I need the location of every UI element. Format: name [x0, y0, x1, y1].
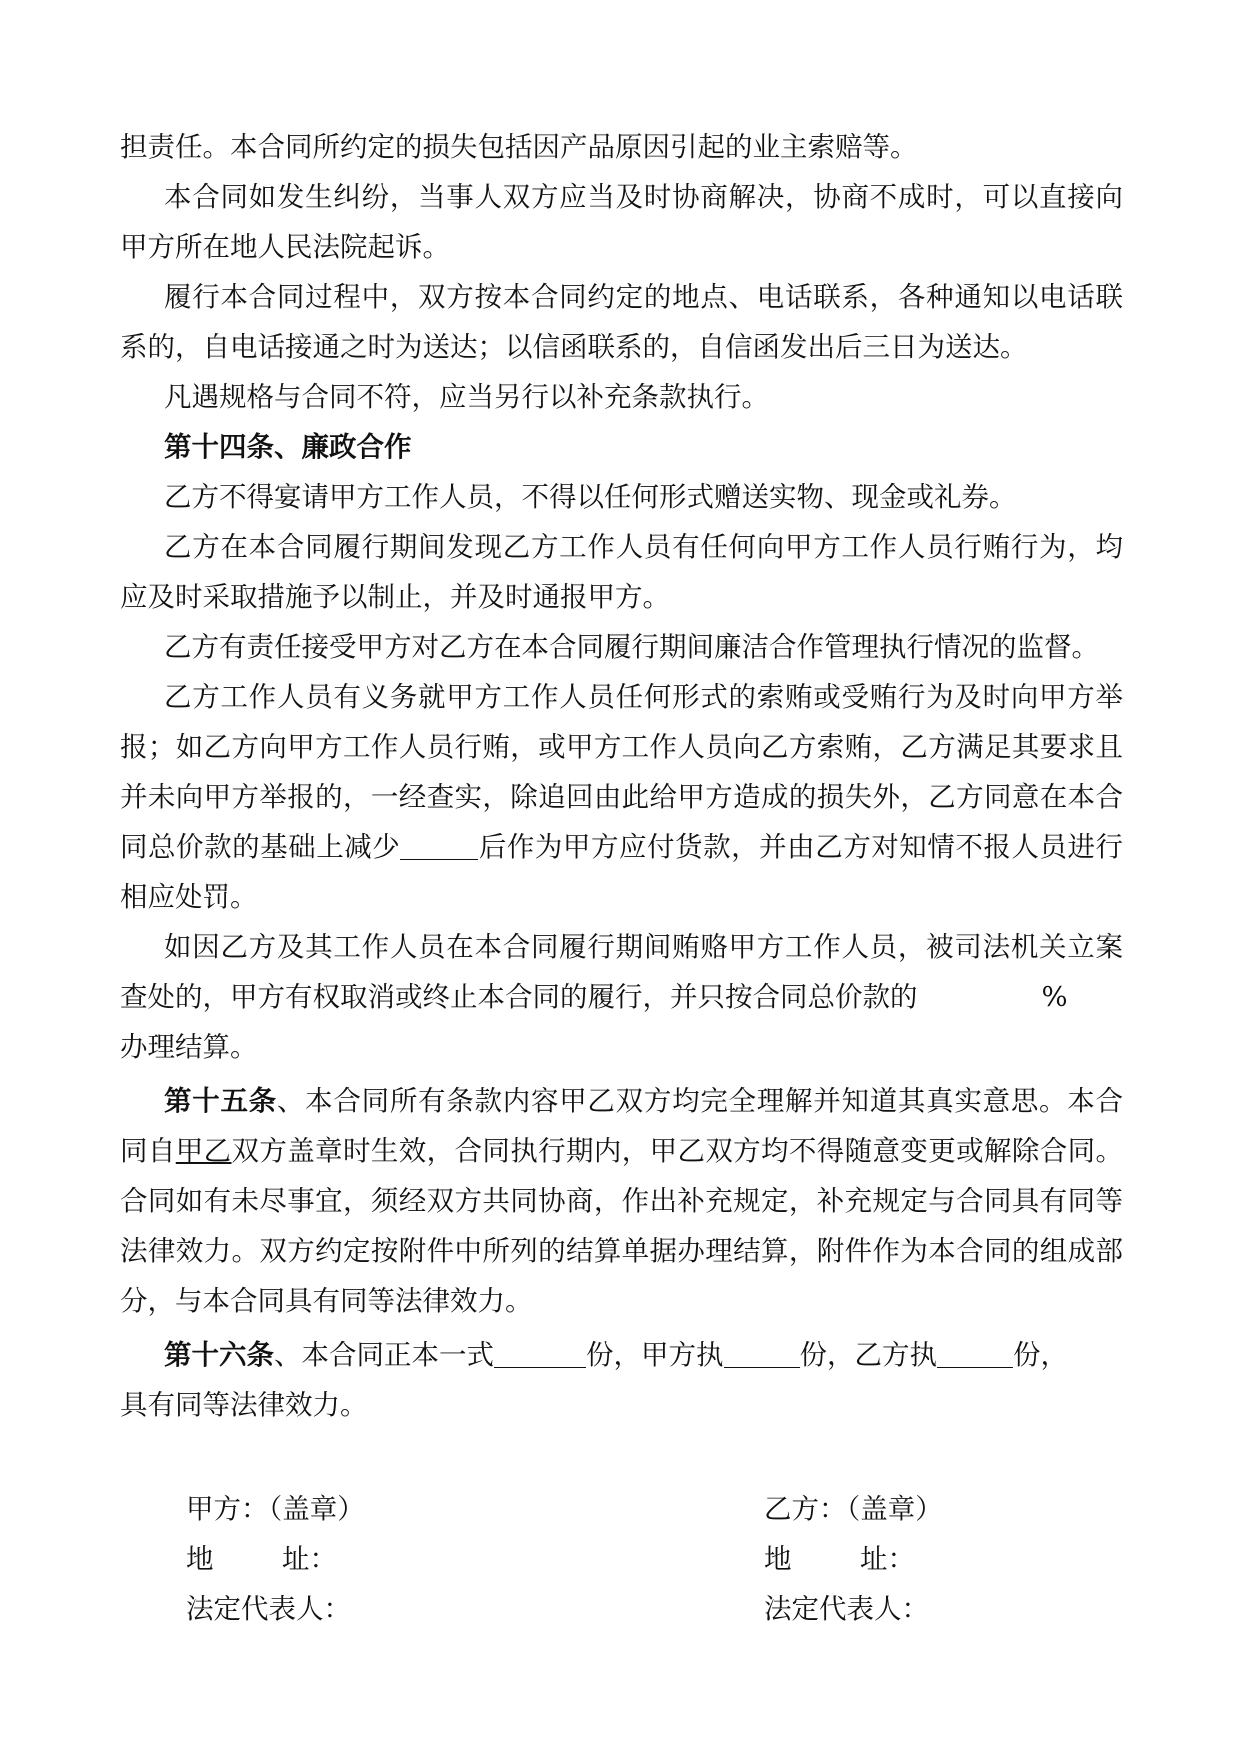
paragraph-article-16 — [120, 1330, 1123, 1430]
party-a-representative: 法定代表人： — [186, 1593, 351, 1625]
penalty-text-a: 乙方工作人员有义务就甲方工作人员任何形式的索贿或受贿行为及时向甲方举报；如乙方向甲方工作人员行贿，或甲方工作人员向乙方索贿，乙方满足其要求且并未向甲方举报的，一经查实，除追回由此给甲方造成的损失外，乙方同意在本合同总价款的基础上减少 — [120, 681, 1123, 863]
party-b-seal: 乙方：（盖章） — [764, 1493, 943, 1525]
signature-row-seal — [186, 1484, 1086, 1534]
article-16-text-b: 份，甲方执 — [586, 1339, 724, 1371]
party-a-address-label-2: 址： — [282, 1543, 337, 1575]
signature-row-address — [186, 1534, 1086, 1584]
paragraph-notice: 履行本合同过程中，双方按本合同约定的地点、电话联系，各种通知以电话联系的，自电话接通之时为送达；以信函联系的，自信函发出后三日为送达。 — [120, 281, 1123, 363]
paragraph-liability-end: 担责任。本合同所约定的损失包括因产品原因引起的业主索赔等。 — [120, 131, 918, 163]
percent-sign: % — [1041, 981, 1068, 1013]
paragraph-supervision: 乙方有责任接受甲方对乙方在本合同履行期间廉洁合作管理执行情况的监督。 — [164, 631, 1099, 663]
copies-party-a-blank[interactable] — [724, 1337, 800, 1368]
party-b-address-label-2: 址： — [860, 1543, 915, 1575]
article-15-underlined-parties: 甲乙 — [175, 1135, 232, 1167]
party-a-address — [186, 1534, 764, 1584]
party-b-representative: 法定代表人： — [764, 1593, 929, 1625]
paragraph-bribery-report: 乙方在本合同履行期间发现乙方工作人员有任何向甲方工作人员行贿行为，均应及时采取措施予以制止，并及时通报甲方。 — [120, 531, 1123, 613]
article-15-label: 第十五条 — [164, 1085, 277, 1117]
article-16-text-e: 具有同等法律效力。 — [120, 1389, 368, 1421]
article-16-label: 第十六条 — [164, 1339, 274, 1371]
paragraph-article-15 — [120, 1076, 1123, 1326]
paragraph-spec-mismatch: 凡遇规格与合同不符，应当另行以补充条款执行。 — [164, 381, 769, 413]
termination-text-b: 办理结算。 — [120, 1031, 258, 1063]
party-b-address-label-1: 地 — [764, 1543, 792, 1575]
paragraph-no-gifts: 乙方不得宴请甲方工作人员，不得以任何形式赠送实物、现金或礼券。 — [164, 481, 1017, 513]
article-16-text-c: 份，乙方执 — [799, 1339, 937, 1371]
paragraph-penalty — [120, 672, 1123, 922]
party-a-seal: 甲方：（盖章） — [186, 1493, 365, 1525]
article-15-text-a: 、本合同所有条款内容甲乙双方均完全理解并知道其真实意思。本合同自 — [120, 1085, 1124, 1167]
article-16-text-d: 份， — [1013, 1339, 1068, 1371]
article-16-text-a: 、本合同正本一式 — [274, 1339, 494, 1371]
article-14-heading: 第十四条、廉政合作 — [164, 431, 412, 463]
signature-row-representative — [186, 1584, 1086, 1634]
copies-party-b-blank[interactable] — [937, 1337, 1013, 1368]
penalty-amount-blank[interactable] — [400, 829, 478, 860]
termination-text-a: 如因乙方及其工作人员在本合同履行期间贿赂甲方工作人员，被司法机关立案查处的，甲方有权取消或终止本合同的履行，并只按合同总价款的 — [120, 931, 1123, 1013]
paragraph-termination — [120, 922, 1123, 1072]
signature-block — [186, 1484, 1086, 1634]
penalty-text-b: 后作为甲方应付货款，并由乙方对知情不报人员进行相应处罚。 — [120, 831, 1124, 913]
contract-body — [120, 122, 1123, 1430]
party-a-address-label-1: 地 — [186, 1543, 214, 1575]
party-b-address — [764, 1534, 1086, 1584]
article-15-text-b: 双方盖章时生效，合同执行期内，甲乙双方均不得随意变更或解除合同。合同如有未尽事宜，须经双方共同协商，作出补充规定，补充规定与合同具有同等法律效力。双方约定按附件中所列的结算单据办理结算，附件作为本合同的组成部分，与本合同具有同等法律效力。 — [120, 1135, 1124, 1317]
copies-total-blank[interactable] — [494, 1337, 586, 1368]
paragraph-dispute: 本合同如发生纠纷，当事人双方应当及时协商解决，协商不成时，可以直接向甲方所在地人民法院起诉。 — [120, 181, 1123, 263]
